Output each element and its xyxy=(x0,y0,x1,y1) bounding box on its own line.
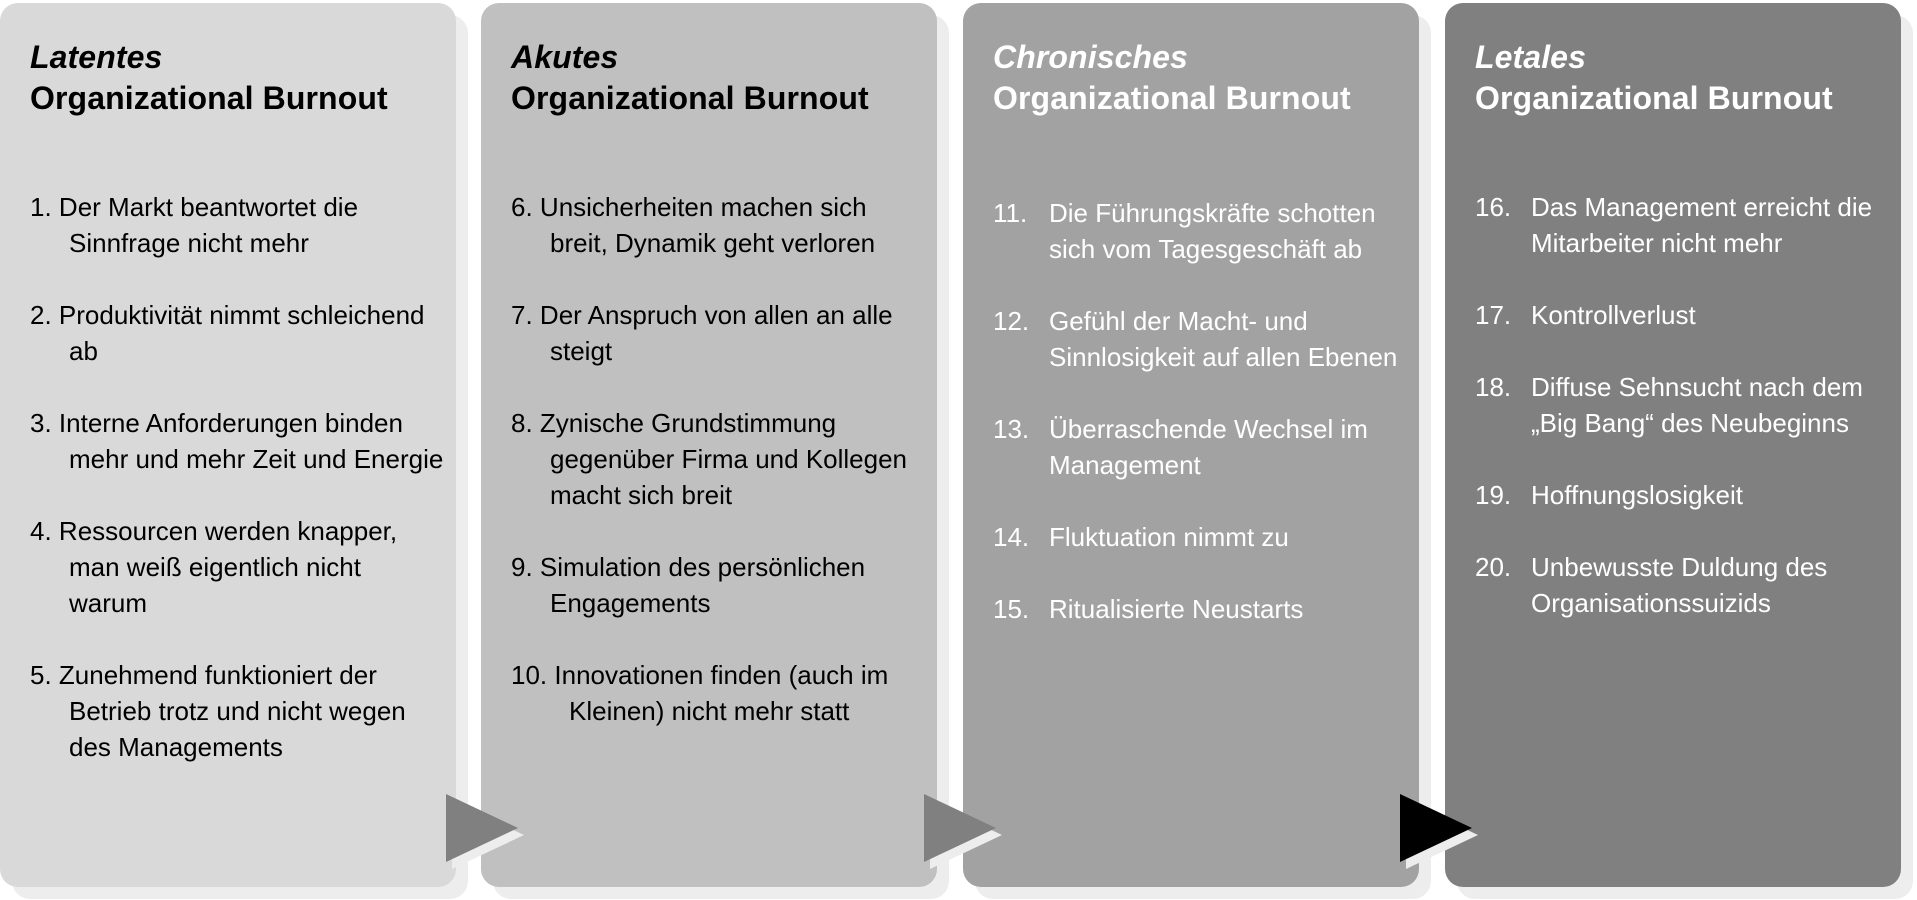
item-text: Der Anspruch von allen an alle steigt xyxy=(539,300,893,366)
item-text: Ritualisierte Neustarts xyxy=(1049,594,1304,624)
arrow-right-icon xyxy=(1400,794,1472,862)
item-text: Kontrollverlust xyxy=(1531,300,1696,330)
item-number: 7. xyxy=(511,300,533,330)
item-text: Das Management erreicht die Mitarbeiter nicht mehr xyxy=(1531,192,1873,258)
item-text: Diffuse Sehnsucht nach dem „Big Bang“ des Neubeginns xyxy=(1531,372,1863,438)
item-text: Gefühl der Macht- und Sinnlosigkeit auf allen Ebenen xyxy=(1049,306,1398,372)
list-item xyxy=(511,189,927,261)
panel-title xyxy=(30,37,456,119)
item-number: 11. xyxy=(993,198,1028,228)
item-number: 13. xyxy=(993,414,1030,444)
item-number: 18. xyxy=(1475,372,1512,402)
symptom-list xyxy=(30,189,446,801)
arrow-right-icon xyxy=(446,794,518,862)
item-number: 12. xyxy=(993,306,1030,336)
item-text: Interne Anforderungen binden mehr und mehr Zeit und Energie xyxy=(51,408,444,474)
list-item xyxy=(993,195,1409,267)
stage-title: Organizational Burnout xyxy=(30,80,388,116)
item-number: 9. xyxy=(511,552,533,582)
stage-label: Chronisches xyxy=(993,39,1188,75)
item-number: 4. xyxy=(30,516,52,546)
item-number: 15. xyxy=(993,594,1030,624)
list-item xyxy=(993,519,1409,555)
list-item xyxy=(1475,477,1891,513)
item-text: Fluktuation nimmt zu xyxy=(1049,522,1289,552)
item-number: 10. xyxy=(511,660,548,690)
stage-panel-lethal xyxy=(1445,3,1901,887)
item-text: Simulation des persönlichen Engagements xyxy=(532,552,866,618)
item-text: Innovationen finden (auch im Kleinen) nicht mehr statt xyxy=(554,660,889,726)
list-item xyxy=(511,549,927,621)
list-item xyxy=(1475,549,1891,621)
item-text: Unsicherheiten machen sich breit, Dynamik geht verloren xyxy=(539,192,876,258)
item-number: 20. xyxy=(1475,552,1512,582)
item-text: Überraschende Wechsel im Management xyxy=(1049,414,1368,480)
list-item xyxy=(30,513,446,621)
item-number: 2. xyxy=(30,300,52,330)
item-number: 16. xyxy=(1475,192,1512,222)
symptom-list xyxy=(993,195,1409,663)
stage-title: Organizational Burnout xyxy=(511,80,869,116)
stage-label: Akutes xyxy=(511,39,619,75)
list-item xyxy=(511,657,927,729)
list-item xyxy=(30,189,446,261)
panel-title xyxy=(993,37,1419,119)
stage-label: Latentes xyxy=(30,39,163,75)
item-text: Hoffnungslosigkeit xyxy=(1531,480,1743,510)
stage-panel-chronic xyxy=(963,3,1419,887)
list-item xyxy=(1475,189,1891,261)
item-number: 14. xyxy=(993,522,1030,552)
list-item xyxy=(993,411,1409,483)
item-number: 5. xyxy=(30,660,52,690)
stage-label: Letales xyxy=(1475,39,1586,75)
item-text: Ressourcen werden knapper, man weiß eigentlich nicht warum xyxy=(58,516,398,618)
item-text: Zynische Grundstimmung gegenüber Firma und Kollegen macht sich breit xyxy=(532,408,908,510)
item-number: 17. xyxy=(1475,300,1512,330)
item-text: Der Markt beantwortet die Sinnfrage nicht mehr xyxy=(51,192,359,258)
item-text: Zunehmend funktioniert der Betrieb trotz und nicht wegen des Managements xyxy=(58,660,406,762)
list-item xyxy=(30,657,446,765)
list-item xyxy=(1475,297,1891,333)
list-item xyxy=(511,405,927,513)
item-number: 1. xyxy=(30,192,52,222)
item-number: 19. xyxy=(1475,480,1512,510)
stage-title: Organizational Burnout xyxy=(1475,80,1833,116)
item-number: 6. xyxy=(511,192,533,222)
arrow-right-icon xyxy=(924,794,996,862)
list-item xyxy=(1475,369,1891,441)
symptom-list xyxy=(511,189,927,765)
item-text: Die Führungskräfte schotten sich vom Tagesgeschäft ab xyxy=(1049,198,1376,264)
list-item xyxy=(30,405,446,477)
stage-title: Organizational Burnout xyxy=(993,80,1351,116)
item-text: Produktivität nimmt schleichend ab xyxy=(58,300,425,366)
symptom-list xyxy=(1475,189,1891,657)
panel-title xyxy=(1475,37,1901,119)
list-item xyxy=(993,303,1409,375)
item-text: Unbewusste Duldung des Organisationssuizids xyxy=(1531,552,1828,618)
list-item xyxy=(511,297,927,369)
list-item xyxy=(993,591,1409,627)
list-item xyxy=(30,297,446,369)
item-number: 3. xyxy=(30,408,52,438)
item-number: 8. xyxy=(511,408,533,438)
panel-title xyxy=(511,37,937,119)
stage-panel-acute xyxy=(481,3,937,887)
stage-panel-latent xyxy=(0,3,456,887)
